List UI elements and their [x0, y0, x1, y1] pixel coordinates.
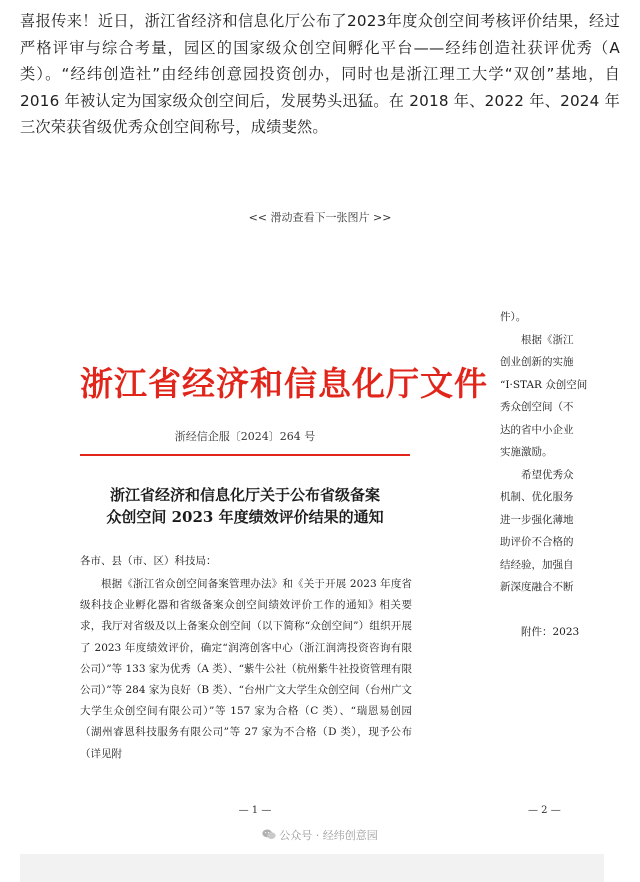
- document-salutation: 各市、县（市、区）科技局：: [80, 555, 217, 567]
- page2-line: 机制、优化服务: [500, 491, 574, 503]
- image-carousel[interactable]: [20, 300, 604, 848]
- page2-line: [500, 599, 604, 622]
- page2-line: 达的省中小企业: [500, 423, 574, 436]
- document-number: 浙经信企服〔2024〕264 号: [174, 430, 316, 443]
- page2-line: 希望优秀众: [500, 468, 574, 481]
- page2-line: 进一步强化薄地: [500, 513, 574, 526]
- page2-line: 件）。: [500, 311, 527, 323]
- watermark-text: 公众号 · 经纬创意园: [279, 829, 378, 842]
- document-page-2-text: [500, 306, 604, 644]
- wechat-icon: [262, 829, 276, 840]
- document-page-2[interactable]: [500, 300, 604, 830]
- document-title: [80, 484, 410, 528]
- page2-line: 秀众创空间（不: [500, 401, 574, 413]
- page2-line: 附件：2023: [500, 626, 580, 638]
- article-paragraph: 喜报传来！近日，浙江省经济和信息化厅公布了2023年度众创空间考核评价结果，经过严格评审与综合考量，园区的国家级众创空间孵化平台——经纬创造社获评优秀（A类）。“经纬创造社”由经纬创意园投资创办，同时也是浙江理工大学“双创”基地，自2016 年被认定为国家级众创空间后，发展势头迅猛。在 2018 年、2022 年、2024 年三次荣获省级优秀众创空间称号，成绩斐然。: [20, 12, 620, 136]
- account-watermark: [0, 827, 640, 843]
- red-divider: [80, 454, 410, 456]
- bottom-panel: [20, 854, 604, 882]
- document-header: 浙江省经济和信息化厅文件: [80, 364, 488, 403]
- document-title-line1: 浙江省经济和信息化厅关于公布省级备案: [109, 486, 380, 504]
- page2-line: 结经验，加强自: [500, 558, 574, 571]
- page2-line: 创业创新的实施: [500, 356, 574, 368]
- page-number: — 2 —: [528, 805, 561, 816]
- page2-line: 助评价不合格的: [500, 536, 574, 548]
- page2-line: 根据《浙江: [500, 333, 574, 346]
- page2-line: 新深度融合不断: [500, 581, 574, 593]
- page-number: — 1 —: [238, 805, 272, 816]
- document-title-line2: 众创空间 2023 年度绩效评价结果的通知: [106, 508, 384, 526]
- page2-line: 实施激励。: [500, 446, 553, 458]
- page2-line: “I·STAR 众创空间: [500, 378, 588, 391]
- swipe-hint: << 滑动查看下一张图片 >>: [248, 211, 392, 224]
- document-body: 根据《浙江省众创空间备案管理办法》和《关于开展 2023 年度省级科技企业孵化器和省级备案众创空间绩效评价工作的通知》相关要求，我厅对省级及以上备案众创空间（以下简称“众创空间”）组织开展了 2023 年度绩效评价，确定“润湾创客中心（浙江润湾投资咨询有限公司）”等 133 家为优秀（A 类）、“紫牛公社（杭州紫牛社投资管理有限公司）”等 284 家为良好（B 类）、“台州广文大学生众创空间（台州广文大学生众创空间有限公司）”等 157 家为合格（C 类）、“瑞恩易创园（湖州睿恩科技服务有限公司”等 27 家为不合格（D 类），现予公布（详见附: [80, 578, 413, 760]
- document-page-1[interactable]: [20, 300, 490, 830]
